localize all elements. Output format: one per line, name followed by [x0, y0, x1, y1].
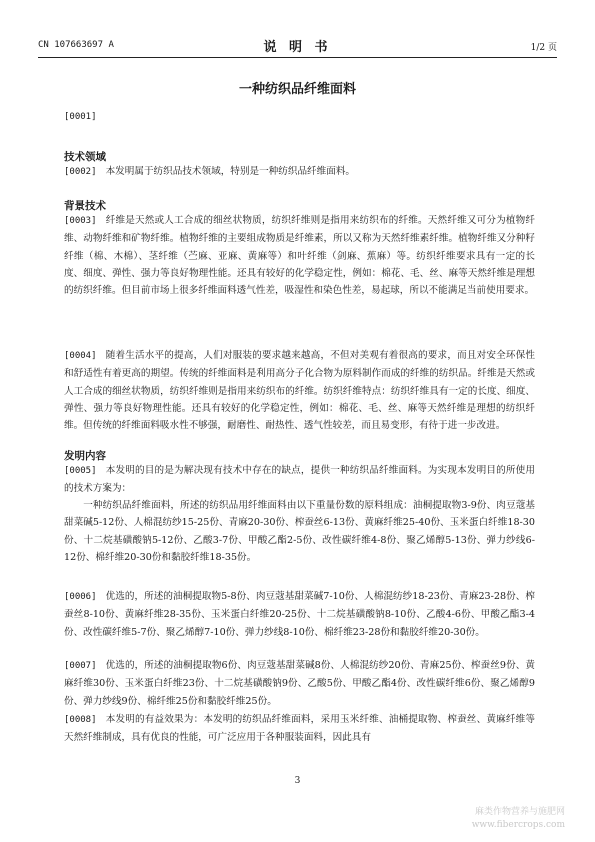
watermark-line-1: 麻类作物营养与施肥网 [474, 807, 565, 817]
paragraph-text: 一种纺织品纤维面料，所述的纺织品用纤维面料由以下重量份数的原料组成：油桐提取物3-9份、肉豆蔻基甜菜碱5-12份、人棉混纺纱15-25份、青麻20-30份、榨蚕丝6-13份、黄麻纤维25-40份、玉米蛋白纤维18-30份、十二烷基磺酸钠5-12份、乙酸3-7份、甲酸乙酯2-5份、改性碳纤维4-8份、聚乙烯醇5-13份、弹力纱线6-12份、棉纤维20-30份和黏胶纤维18-35份。 [64, 500, 535, 563]
watermark-line-2: www.fibercrops.com [471, 820, 565, 830]
paragraph-text: 优选的，所述的油桐提取物5-8份、肉豆蔻基甜菜碱7-10份、人棉混纺纱18-23份、青麻23-28份、榨蚕丝8-10份、黄麻纤维28-35份、玉米蛋白纤维20-25份、十二烷基磺酸钠8-10份、乙酸4-6份、甲酸乙酯3-4份、改性碳纤维5-7份、聚乙烯醇7-10份、弹力纱线8-10份、棉纤维23-28份和黏胶纤维20-30份。 [64, 591, 535, 638]
page-number: 3 [294, 776, 301, 786]
heading-invention: 发明内容 [64, 450, 106, 462]
heading-tech-field: 技术领域 [64, 151, 106, 163]
paragraph-0006 [64, 588, 535, 641]
paragraph-text: 优选的，所述的油桐提取物6份、肉豆蔻基甜菜碱8份、人棉混纺纱20份、青麻25份、榨蚕丝9份、黄麻纤维30份、玉米蛋白纤维23份、十二烷基磺酸钠9份、乙酸5份、甲酸乙酯4份、改性碳纤维6份、聚乙烯醇9份、弹力纱线9份、棉纤维25份和黏胶纤维25份。 [64, 660, 535, 707]
paragraph-number: [0007] [64, 661, 97, 671]
paragraph-text: 纤维是天然或人工合成的细丝状物质，纺织纤维则是指用来纺织布的纤维。天然纤维又可分为植物纤维、动物纤维和矿物纤维。植物纤维的主要组成物质是纤维素，所以又称为天然纤维素纤维。植物纤维又分种籽纤维（棉、木棉）、茎纤维（苎麻、亚麻、黄麻等）和叶纤维（剑麻、蕉麻）等。纺织纤维要求具有一定的长度、细度、弹性、强力等良好物理性能。还具有较好的化学稳定性，例如：棉花、毛、丝、麻等天然纤维是理想的纺织纤维。但目前市场上很多纤维面料透气性差，吸湿性和染色性差，易起球，所以不能满足当前使用要求。 [64, 215, 535, 297]
paragraph-number: [0006] [64, 592, 97, 602]
paragraph-number: [0003] [64, 216, 97, 226]
paragraph-0008 [64, 711, 535, 747]
paragraph-number: [0008] [64, 715, 97, 725]
doc-type: 说 明 书 [263, 40, 332, 55]
paragraph-0002 [64, 163, 535, 181]
page-indicator: 1/2 页 [530, 43, 557, 53]
paragraph-text: 随着生活水平的提高，人们对服装的要求越来越高，不但对美观有着很高的要求，而且对安全环保性和舒适性有着更高的期望。传统的纤维面料是利用高分子化合物为原料制作而成的纤维的纺织品。纤维是天然或人工合成的细丝状物质，纺织纤维则是指用来纺织布的纤维。纺织纤维特点：纺织纤维具有一定的长度、细度、弹性、强力等良好物理性能。还具有较好的化学稳定性，例如：棉花、毛、丝、麻等天然纤维是理想的纺织纤维。但传统的纤维面料吸水性不够强，耐磨性、耐热性、透气性较差，而且易变形，有待于进一步改进。 [64, 350, 535, 432]
paragraph-0005 [64, 462, 535, 498]
doc-number: CN 107663697 A [38, 40, 114, 50]
paragraph-number: [0005] [64, 466, 97, 476]
paragraph-0004 [64, 347, 535, 434]
paragraph-0003 [64, 212, 535, 299]
paragraph-number: [0002] [64, 167, 97, 177]
heading-background: 背景技术 [64, 200, 106, 212]
paragraph-0007 [64, 657, 535, 710]
paragraph-0001 [64, 108, 535, 126]
watermark [472, 806, 565, 832]
document-title: 一种纺织品纤维面料 [238, 82, 356, 97]
paragraph-number: [0004] [64, 351, 97, 361]
header-rule [38, 57, 557, 58]
paragraph-number: [0001] [64, 112, 97, 122]
paragraph-text: 本发明属于纺织品技术领域，特别是一种纺织品纤维面料。 [105, 166, 356, 177]
paragraph-text: 本发明的目的是为解决现有技术中存在的缺点，提供一种纺织品纤维面料。为实现本发明目的所使用的技术方案为： [64, 465, 535, 495]
paragraph-text: 本发明的有益效果为：本发明的纺织品纤维面料，采用玉米纤维、油桶提取物、榨蚕丝、黄麻纤维等天然纤维制成，具有优良的性能，可广泛应用于各种服装面料，因此具有 [64, 714, 535, 744]
paragraph-0005-formula [64, 497, 535, 566]
